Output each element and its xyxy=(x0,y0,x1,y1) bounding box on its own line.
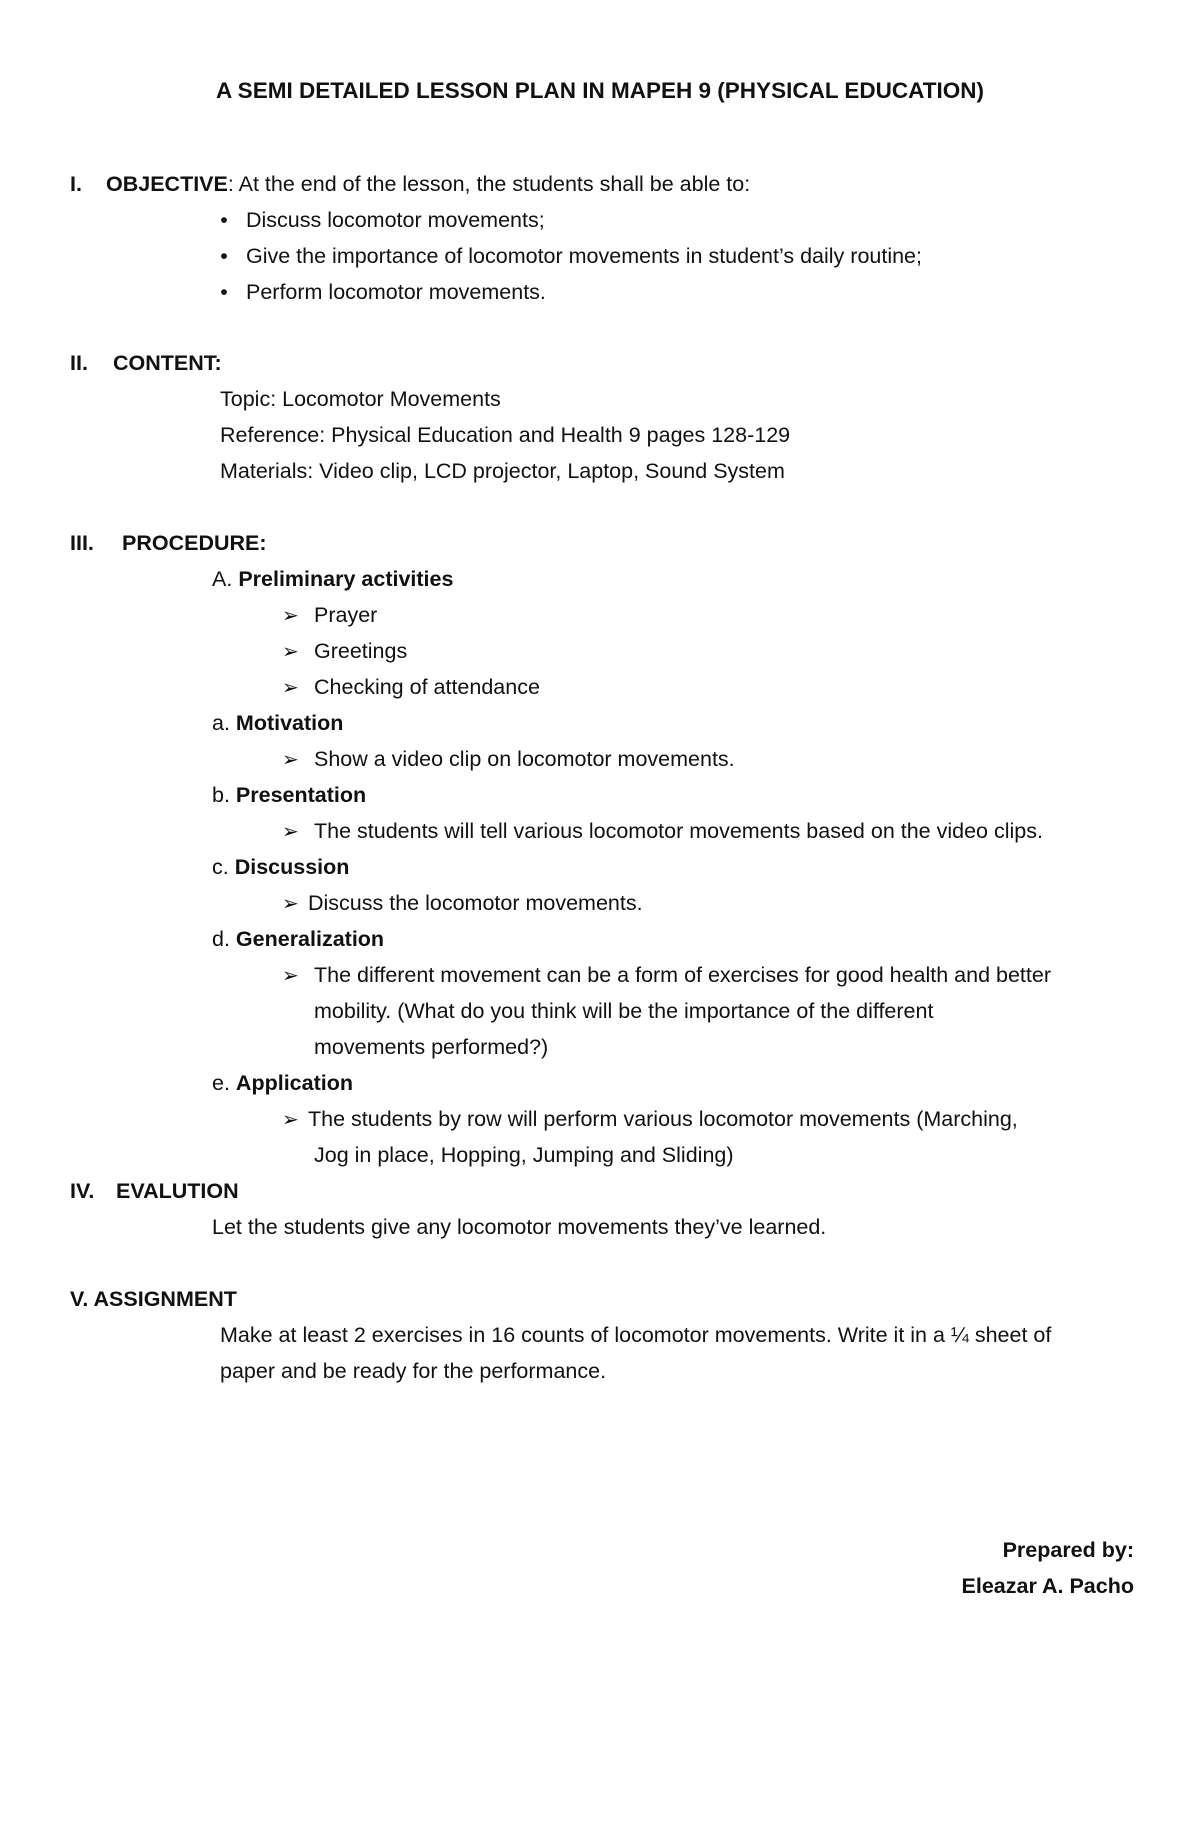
motivation-item-text: Show a video clip on locomotor movements. xyxy=(314,747,735,771)
evaluation-text: Let the students give any locomotor movements they’ve learned. xyxy=(212,1215,827,1239)
application-line: Jog in place, Hopping, Jumping and Sliding) xyxy=(314,1143,734,1167)
procedure-numeral: III. xyxy=(70,531,94,555)
content-label: CONTENT: xyxy=(113,351,222,375)
arrow-bullet-icon: ➢ xyxy=(282,605,299,627)
motivation-heading xyxy=(212,705,343,741)
objective-item-text: Discuss locomotor movements; xyxy=(246,208,545,232)
motivation-label: Motivation xyxy=(235,711,344,735)
application-label: Application xyxy=(235,1071,353,1095)
application-prefix: e. xyxy=(212,1071,230,1095)
content-materials: Materials: Video clip, LCD projector, Laptop, Sound System xyxy=(220,459,785,483)
evaluation-numeral: IV. xyxy=(70,1179,95,1203)
assignment-line: paper and be ready for the performance. xyxy=(220,1359,607,1383)
objective-label: OBJECTIVE xyxy=(106,172,228,196)
objective-heading xyxy=(70,166,750,202)
arrow-bullet-icon: ➢ xyxy=(282,821,299,843)
discussion-label: Discussion xyxy=(234,855,350,879)
generalization-line: The different movement can be a form of exercises for good health and better xyxy=(314,963,1051,987)
motivation-prefix: a. xyxy=(212,711,230,735)
bullet-icon: • xyxy=(220,208,228,232)
generalization-line: mobility. (What do you think will be the importance of the different xyxy=(314,999,934,1023)
procedure-label: PROCEDURE: xyxy=(122,531,267,555)
generalization-line: movements performed?) xyxy=(314,1035,549,1059)
evaluation-heading xyxy=(70,1173,239,1209)
content-reference: Reference: Physical Education and Health 9 pages 128-129 xyxy=(220,423,791,447)
preliminary-item xyxy=(282,669,540,706)
preliminary-item xyxy=(282,633,407,670)
presentation-item xyxy=(282,813,1043,850)
preliminary-item-text: Checking of attendance xyxy=(314,675,540,699)
application-line: The students by row will perform various locomotor movements (Marching, xyxy=(308,1107,1018,1131)
document-title: A SEMI DETAILED LESSON PLAN IN MAPEH 9 (PHYSICAL EDUCATION) xyxy=(216,78,984,103)
arrow-bullet-icon: ➢ xyxy=(282,893,299,915)
arrow-bullet-icon: ➢ xyxy=(282,965,299,987)
application-item xyxy=(282,1101,1018,1138)
assignment-line: Make at least 2 exercises in 16 counts of locomotor movements. Write it in a ¼ sheet of xyxy=(220,1323,1052,1347)
preliminary-item xyxy=(282,597,377,634)
generalization-item xyxy=(282,957,1051,994)
generalization-heading xyxy=(212,921,384,957)
arrow-bullet-icon: ➢ xyxy=(282,641,299,663)
arrow-bullet-icon: ➢ xyxy=(282,749,299,771)
objective-item-text: Perform locomotor movements. xyxy=(246,280,546,304)
arrow-bullet-icon: ➢ xyxy=(282,1109,299,1131)
objective-item-text: Give the importance of locomotor movements in student’s daily routine; xyxy=(246,244,922,268)
presentation-label: Presentation xyxy=(235,783,367,807)
arrow-bullet-icon: ➢ xyxy=(282,677,299,699)
motivation-item xyxy=(282,741,735,778)
generalization-prefix: d. xyxy=(212,927,230,951)
discussion-item xyxy=(282,885,643,922)
discussion-heading xyxy=(212,849,349,885)
generalization-label: Generalization xyxy=(235,927,385,951)
preliminary-prefix: A. xyxy=(212,567,233,591)
prepared-by-label: Prepared by: xyxy=(1002,1538,1134,1562)
bullet-icon: • xyxy=(220,244,228,268)
preparer-name: Eleazar A. Pacho xyxy=(961,1574,1134,1598)
evaluation-label: EVALUTION xyxy=(116,1179,239,1203)
presentation-prefix: b. xyxy=(212,783,230,807)
preliminary-item-text: Greetings xyxy=(314,639,408,663)
procedure-heading xyxy=(70,525,267,561)
content-topic: Topic: Locomotor Movements xyxy=(220,387,501,411)
discussion-prefix: c. xyxy=(212,855,229,879)
assignment-heading: V. ASSIGNMENT xyxy=(70,1287,237,1311)
discussion-item-text: Discuss the locomotor movements. xyxy=(308,891,643,915)
content-numeral: II. xyxy=(70,351,88,375)
application-heading xyxy=(212,1065,353,1101)
preliminary-item-text: Prayer xyxy=(314,603,378,627)
content-heading xyxy=(70,345,222,381)
preliminary-heading xyxy=(212,561,453,597)
bullet-icon: • xyxy=(220,280,228,304)
presentation-heading xyxy=(212,777,366,813)
presentation-item-text: The students will tell various locomotor movements based on the video clips. xyxy=(314,819,1043,843)
objective-numeral: I. xyxy=(70,172,82,196)
objective-intro: : At the end of the lesson, the students shall be able to: xyxy=(227,172,751,196)
preliminary-label: Preliminary activities xyxy=(238,567,454,591)
